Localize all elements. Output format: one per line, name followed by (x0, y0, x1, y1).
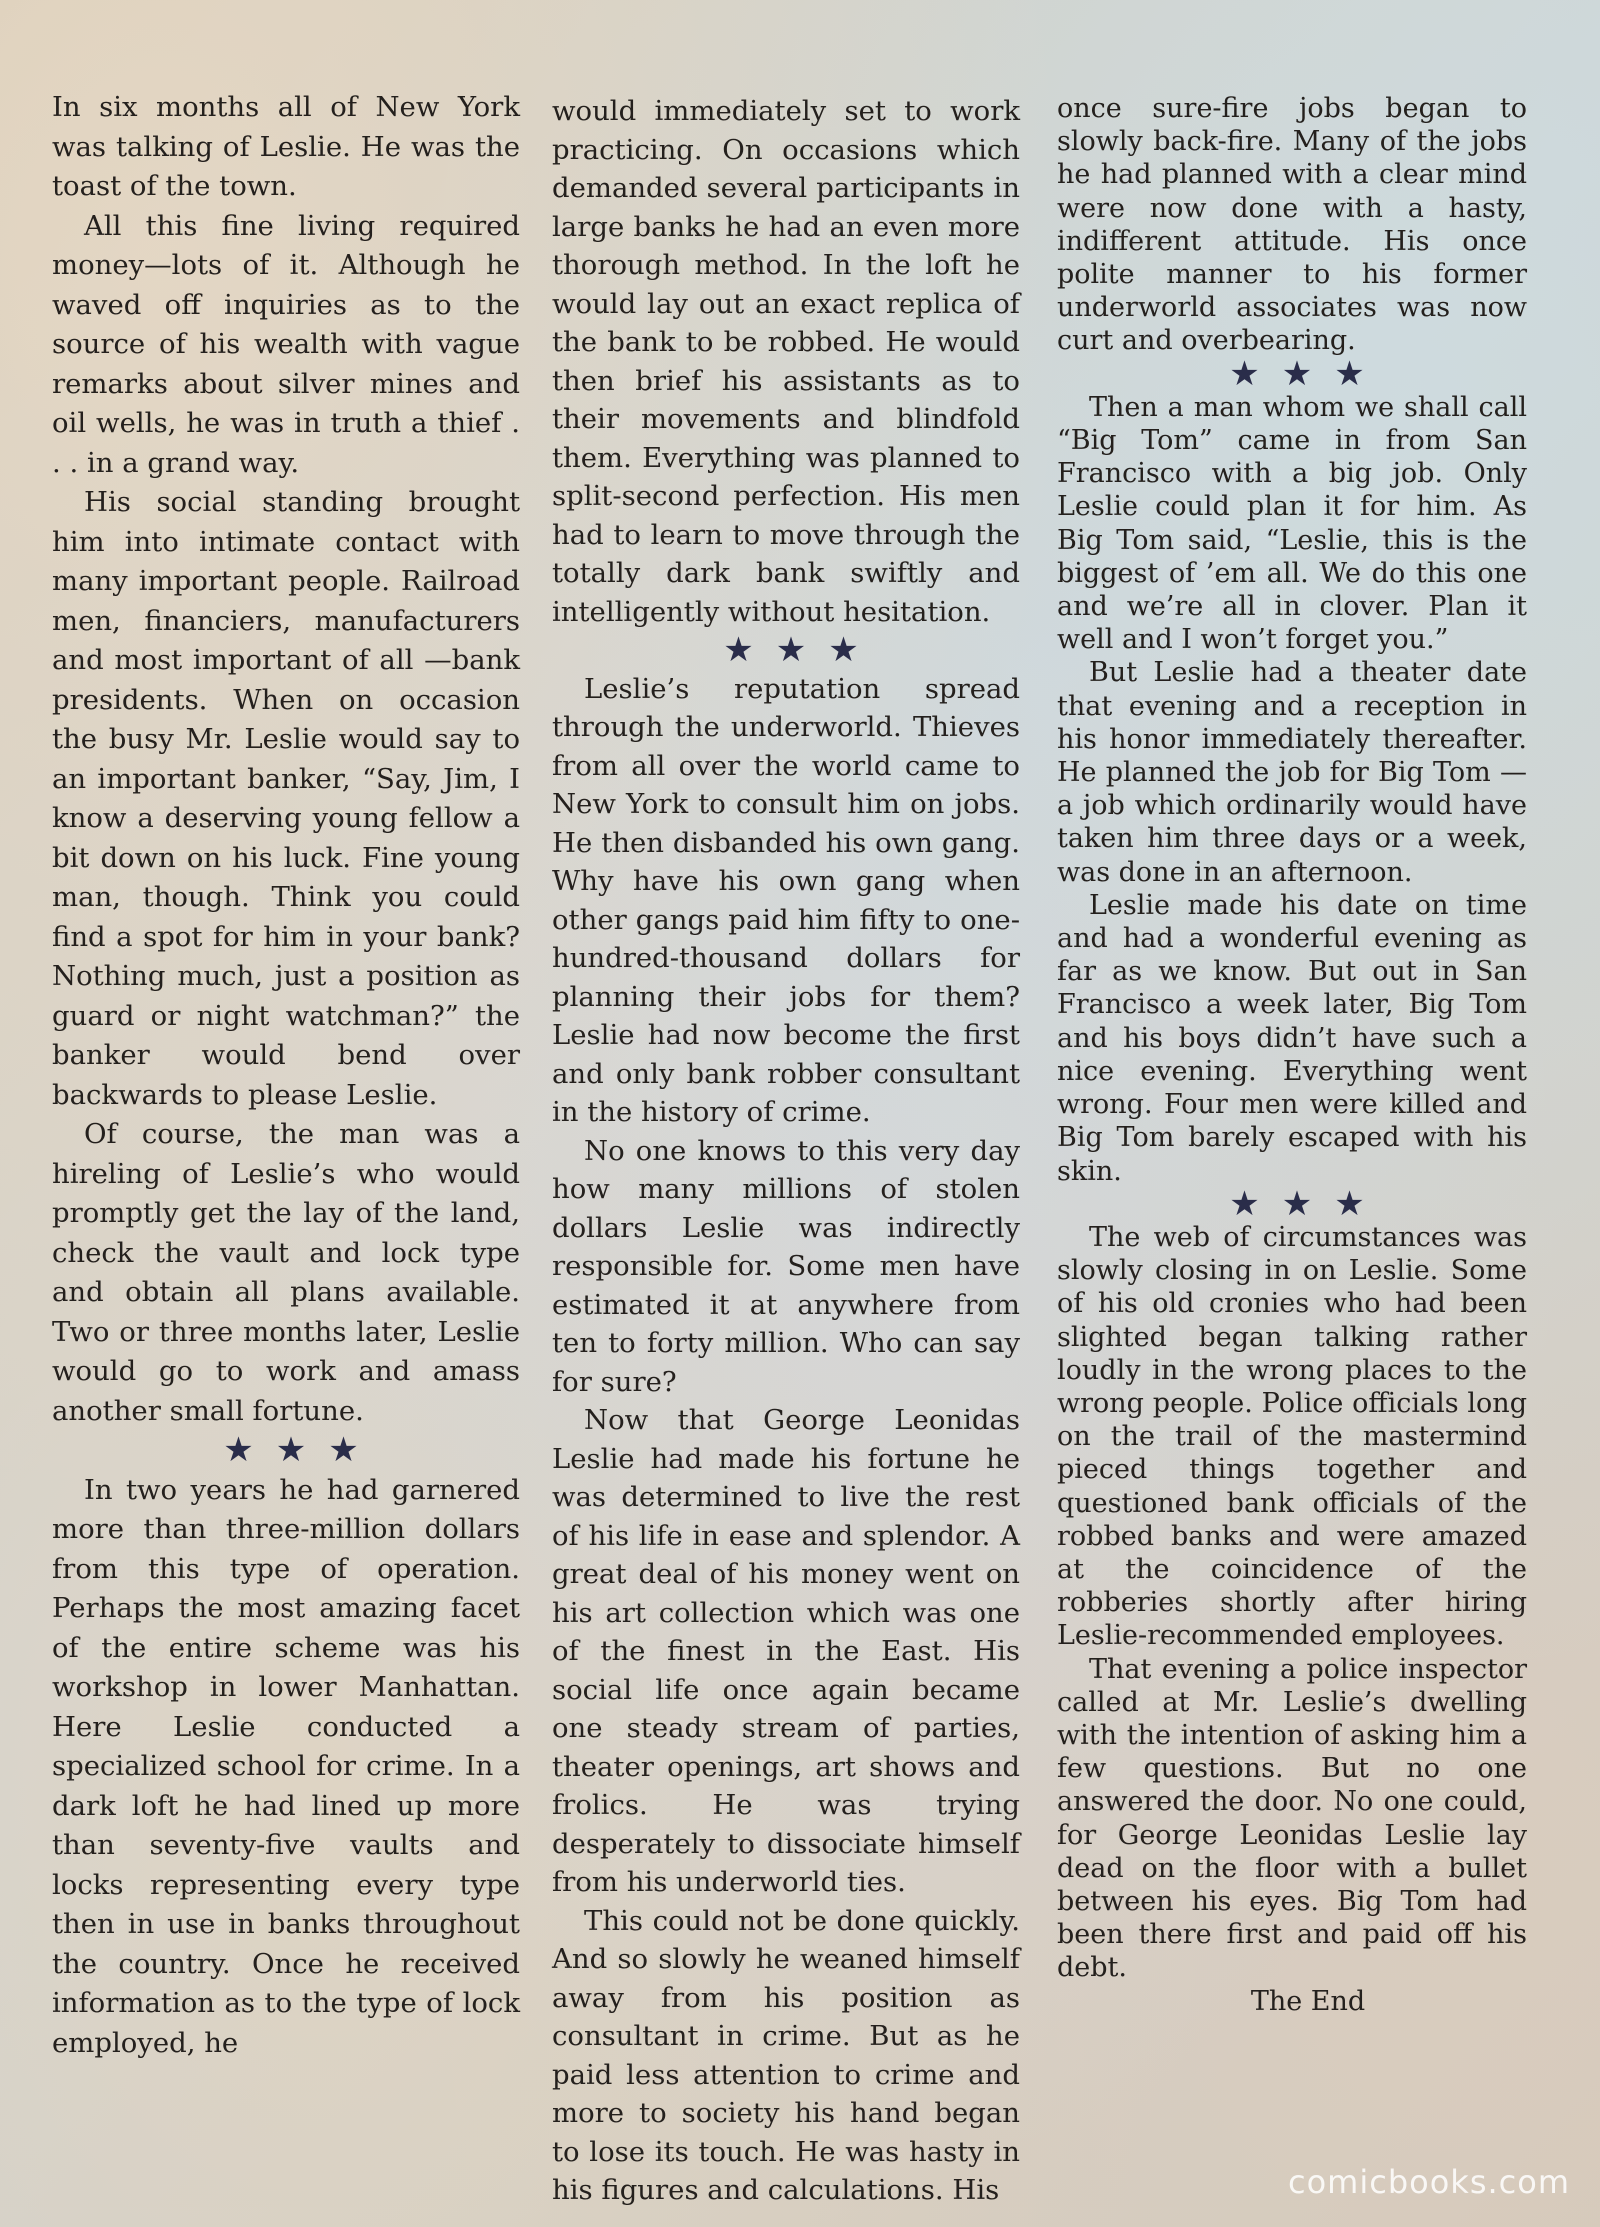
paragraph: Now that George Leonidas Leslie had made his fortune he was determined to live the rest of his life in ease and splendor. A great deal of his money went on his art collection which was one of the finest in the East. His social life once again became one steady stream of parties, theater openings, art shows and frolics. He was trying desperately to dissociate himself from his underworld ties. (552, 1404, 1020, 1898)
paragraph: Leslie made his date on time and had a wonderful evening as far as we know. But out in San Francisco a week later, Big Tom and his boys didn’t have such a nice evening. Everything went wrong. Four men were killed and Big Tom barely escaped with his skin. (1057, 889, 1527, 1187)
paragraph: No one knows to this very day how many millions of stolen dollars Leslie was indirectly responsible for. Some men have estimated it at anywhere from ten to forty million. Who can say for sure? (552, 1134, 1020, 1398)
paragraph: That evening a police inspector called at Mr. Leslie’s dwelling with the intention of asking him a few questions. But no one answered the door. No one could, for George Leonidas Leslie lay dead on the floor with a bullet between his eyes. Big Tom had been there first and paid off his debt. (1057, 1653, 1527, 1984)
watermark: comicbooks.com (1287, 2163, 1570, 2201)
section-divider-stars: ★★★ (723, 630, 881, 670)
the-end-label: The End (1250, 1985, 1366, 2017)
paragraph: In two years he had garnered more than three-million dollars from this type of operation. Perhaps the most amazing facet of the entire scheme was his workshop in lower Manhattan. Here Leslie conducted a specialized school for crime. In a dark loft he had lined up more than seventy-five vaults and locks representing every type then in use in banks throughout the country. Once he received information as to the type of lock employed, he (52, 1473, 520, 2059)
paragraph: Of course, the man was a hireling of Leslie’s who would promptly get the lay of the land, check the vault and lock type and obtain all plans available. Two or three months later, Leslie would go to work and amass another small fortune. (52, 1118, 520, 1427)
paragraph: This could not be done quickly. And so slowly he weaned himself away from his position as consultant in crime. But as he paid less attention to crime and more to society his hand began to lose its touch. He was hasty in his figures and calculations. His (552, 1904, 1020, 2206)
paragraph: once sure-fire jobs began to slowly back-fire. Many of the jobs he had planned with a clear mind were now done with a hasty, indifferent attitude. His once polite manner to his former underworld associates was now curt and overbearing. (1057, 93, 1527, 357)
text-column-1 (52, 88, 520, 2107)
paragraph: would immediately set to work practicing. On occasions which demanded several participants in large banks he had an even more thorough method. In the loft he would lay out an exact replica of the bank to be robbed. He would then brief his assistants as to their movements and blindfold them. Everything was planned to split-second perfection. His men had to learn to move through the totally dark bank swiftly and intelligently without hesitation. (552, 95, 1020, 628)
paragraph: But Leslie had a theater date that evening and a reception in his honor immediately thereafter. He planned the job for Big Tom — a job which ordinarily would have taken him three days or a week, was done in an afternoon. (1057, 657, 1527, 888)
paragraph: The web of circumstances was slowly closing in on Leslie. Some of his old cronies who had been slighted began talking rather loudly in the wrong places to the wrong people. Police officials long on the trail of the mastermind pieced things together and questioned bank officials of the robbed banks and were amazed at the coincidence of the robberies shortly after hiring Leslie-recommended employees. (1057, 1221, 1527, 1652)
section-divider-stars: ★★★ (223, 1430, 381, 1470)
paragraph: Then a man whom we shall call “Big Tom” came in from San Francisco with a big job. Only Leslie could plan it for him. As Big Tom said, “Leslie, this is the biggest of ’em all. We do this one and we’re all in clover. Plan it well and I won’t forget you.” (1057, 391, 1527, 656)
section-divider-stars: ★★★ (1229, 1183, 1387, 1224)
section-divider-stars: ★★★ (1229, 353, 1387, 394)
paragraph: His social standing brought him into intimate contact with many important people. Railroad men, financiers, manufacturers and most important of all —bank presidents. When on occasion the busy Mr. Leslie would say to an important banker, “Say, Jim, I know a deserving young fellow a bit down on his luck. Fine young man, though. Think you could find a spot for him in your bank? Nothing much, just a position as guard or night watchman?” the banker would bend over backwards to please Leslie. (52, 486, 520, 1111)
text-column-2 (552, 92, 1020, 2206)
text-column-3 (1057, 92, 1527, 2107)
paragraph: Leslie’s reputation spread through the underworld. Thieves from all over the world came to New York to consult him on jobs. He then disbanded his own gang. Why have his own gang when other gangs paid him fifty to one-hundred-thousand dollars for planning their jobs for them? Leslie had now become the first and only bank robber consultant in the history of crime. (552, 672, 1020, 1128)
paragraph: In six months all of New York was talking of Leslie. He was the toast of the town. (52, 91, 520, 202)
paragraph: All this fine living required money—lots of it. Although he waved off inquiries as to the source of his wealth with vague remarks about silver mines and oil wells, he was in truth a thief . . . in a grand way. (52, 209, 520, 479)
